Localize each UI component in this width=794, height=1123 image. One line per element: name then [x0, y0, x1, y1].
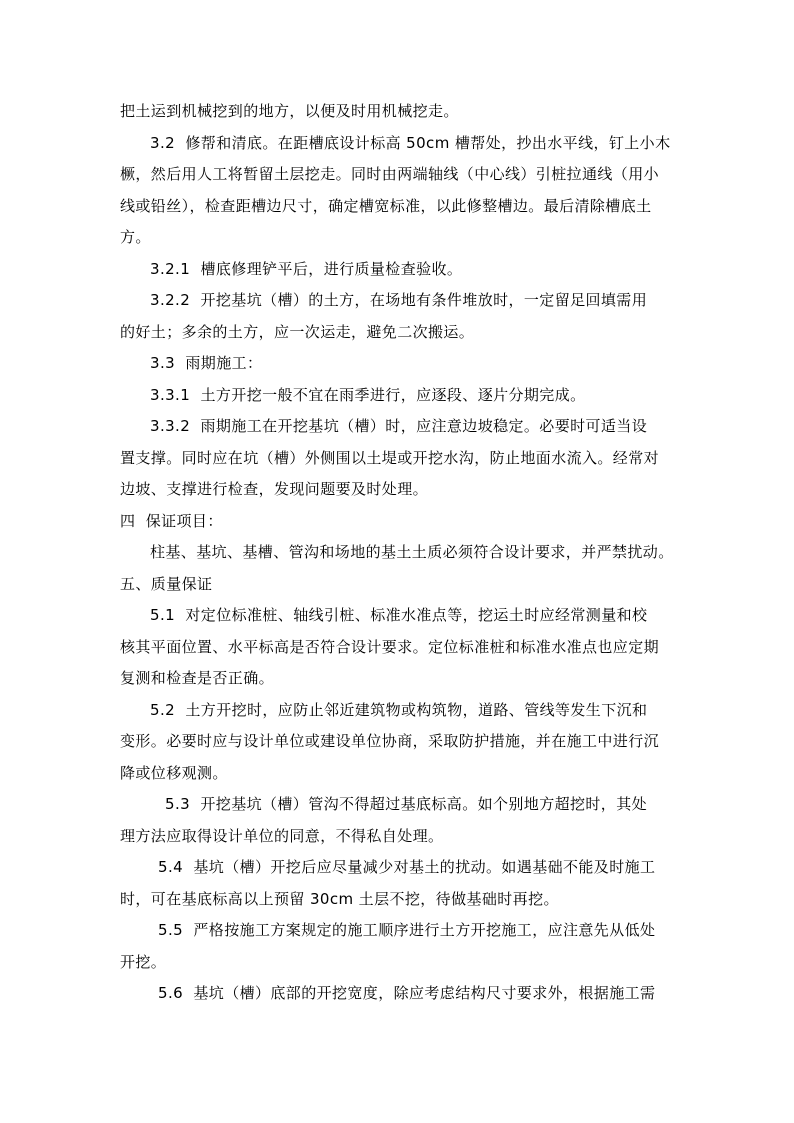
text-line: 5.5 严格按施工方案规定的施工顺序进行土方开挖施工，应注意先从低处	[158, 921, 656, 939]
text-line: 5.6 基坑（槽）底部的开挖宽度，除应考虑结构尺寸要求外，根据施工需	[158, 984, 656, 1002]
text-line: 降或位移观测。	[120, 764, 228, 782]
text-line: 方。	[120, 228, 151, 246]
text-line: 3.3 雨期施工：	[150, 354, 263, 372]
text-line: 3.2.2 开挖基坑（槽）的土方，在场地有条件堆放时，一定留足回填需用	[150, 291, 648, 309]
text-line: 开挖。	[120, 953, 167, 971]
text-line: 复测和检查是否正确。	[120, 669, 275, 687]
section-heading: 五、质量保证	[120, 575, 213, 593]
text-line: 柱基、基坑、基槽、管沟和场地的基土土质必须符合设计要求，并严禁扰动。	[150, 543, 674, 561]
text-line: 3.2.1 槽底修理铲平后，进行质量检查验收。	[150, 260, 463, 278]
text-line: 理方法应取得设计单位的同意，不得私自处理。	[120, 827, 444, 845]
text-line: 5.1 对定位标准桩、轴线引桩、标准水准点等，挖运土时应经常测量和校	[150, 606, 648, 624]
text-line: 变形。必要时应与设计单位或建设单位协商，采取防护措施，并在施工中进行沉	[120, 732, 660, 750]
text-line: 置支撑。同时应在坑（槽）外侧围以土堤或开挖水沟，防止地面水流入。经常对	[120, 449, 660, 467]
text-line: 3.3.2 雨期施工在开挖基坑（槽）时，应注意边坡稳定。必要时可适当设	[150, 417, 648, 435]
text-line: 5.4 基坑（槽）开挖后应尽量减少对基土的扰动。如遇基础不能及时施工	[158, 858, 656, 876]
text-line: 核其平面位置、水平标高是否符合设计要求。定位标准桩和标准水准点也应定期	[120, 638, 660, 656]
text-line: 5.3 开挖基坑（槽）管沟不得超过基底标高。如个别地方超挖时，其处	[165, 795, 647, 813]
text-line: 边坡、支撑进行检查，发现问题要及时处理。	[120, 480, 429, 498]
text-line: 的好土；多余的土方，应一次运走，避免二次搬运。	[120, 323, 475, 341]
text-line: 3.3.1 土方开挖一般不宜在雨季进行，应逐段、逐片分期完成。	[150, 386, 586, 404]
text-line: 时，可在基底标高以上预留 30cm 土层不挖，待做基础时再挖。	[120, 890, 559, 908]
text-line: 橛，然后用人工将暂留土层挖走。同时由两端轴线（中心线）引桩拉通线（用小	[120, 165, 660, 183]
section-heading: 四 保证项目：	[120, 512, 223, 530]
text-line: 把土运到机械挖到的地方，以便及时用机械挖走。	[120, 102, 459, 120]
text-line: 5.2 土方开挖时，应防止邻近建筑物或构筑物，道路、管线等发生下沉和	[150, 701, 648, 719]
text-line: 3.2 修帮和清底。在距槽底设计标高 50cm 槽帮处，抄出水平线，钉上小木	[150, 134, 671, 152]
text-line: 线或铅丝），检查距槽边尺寸，确定槽宽标准，以此修整槽边。最后清除槽底土	[120, 197, 652, 215]
